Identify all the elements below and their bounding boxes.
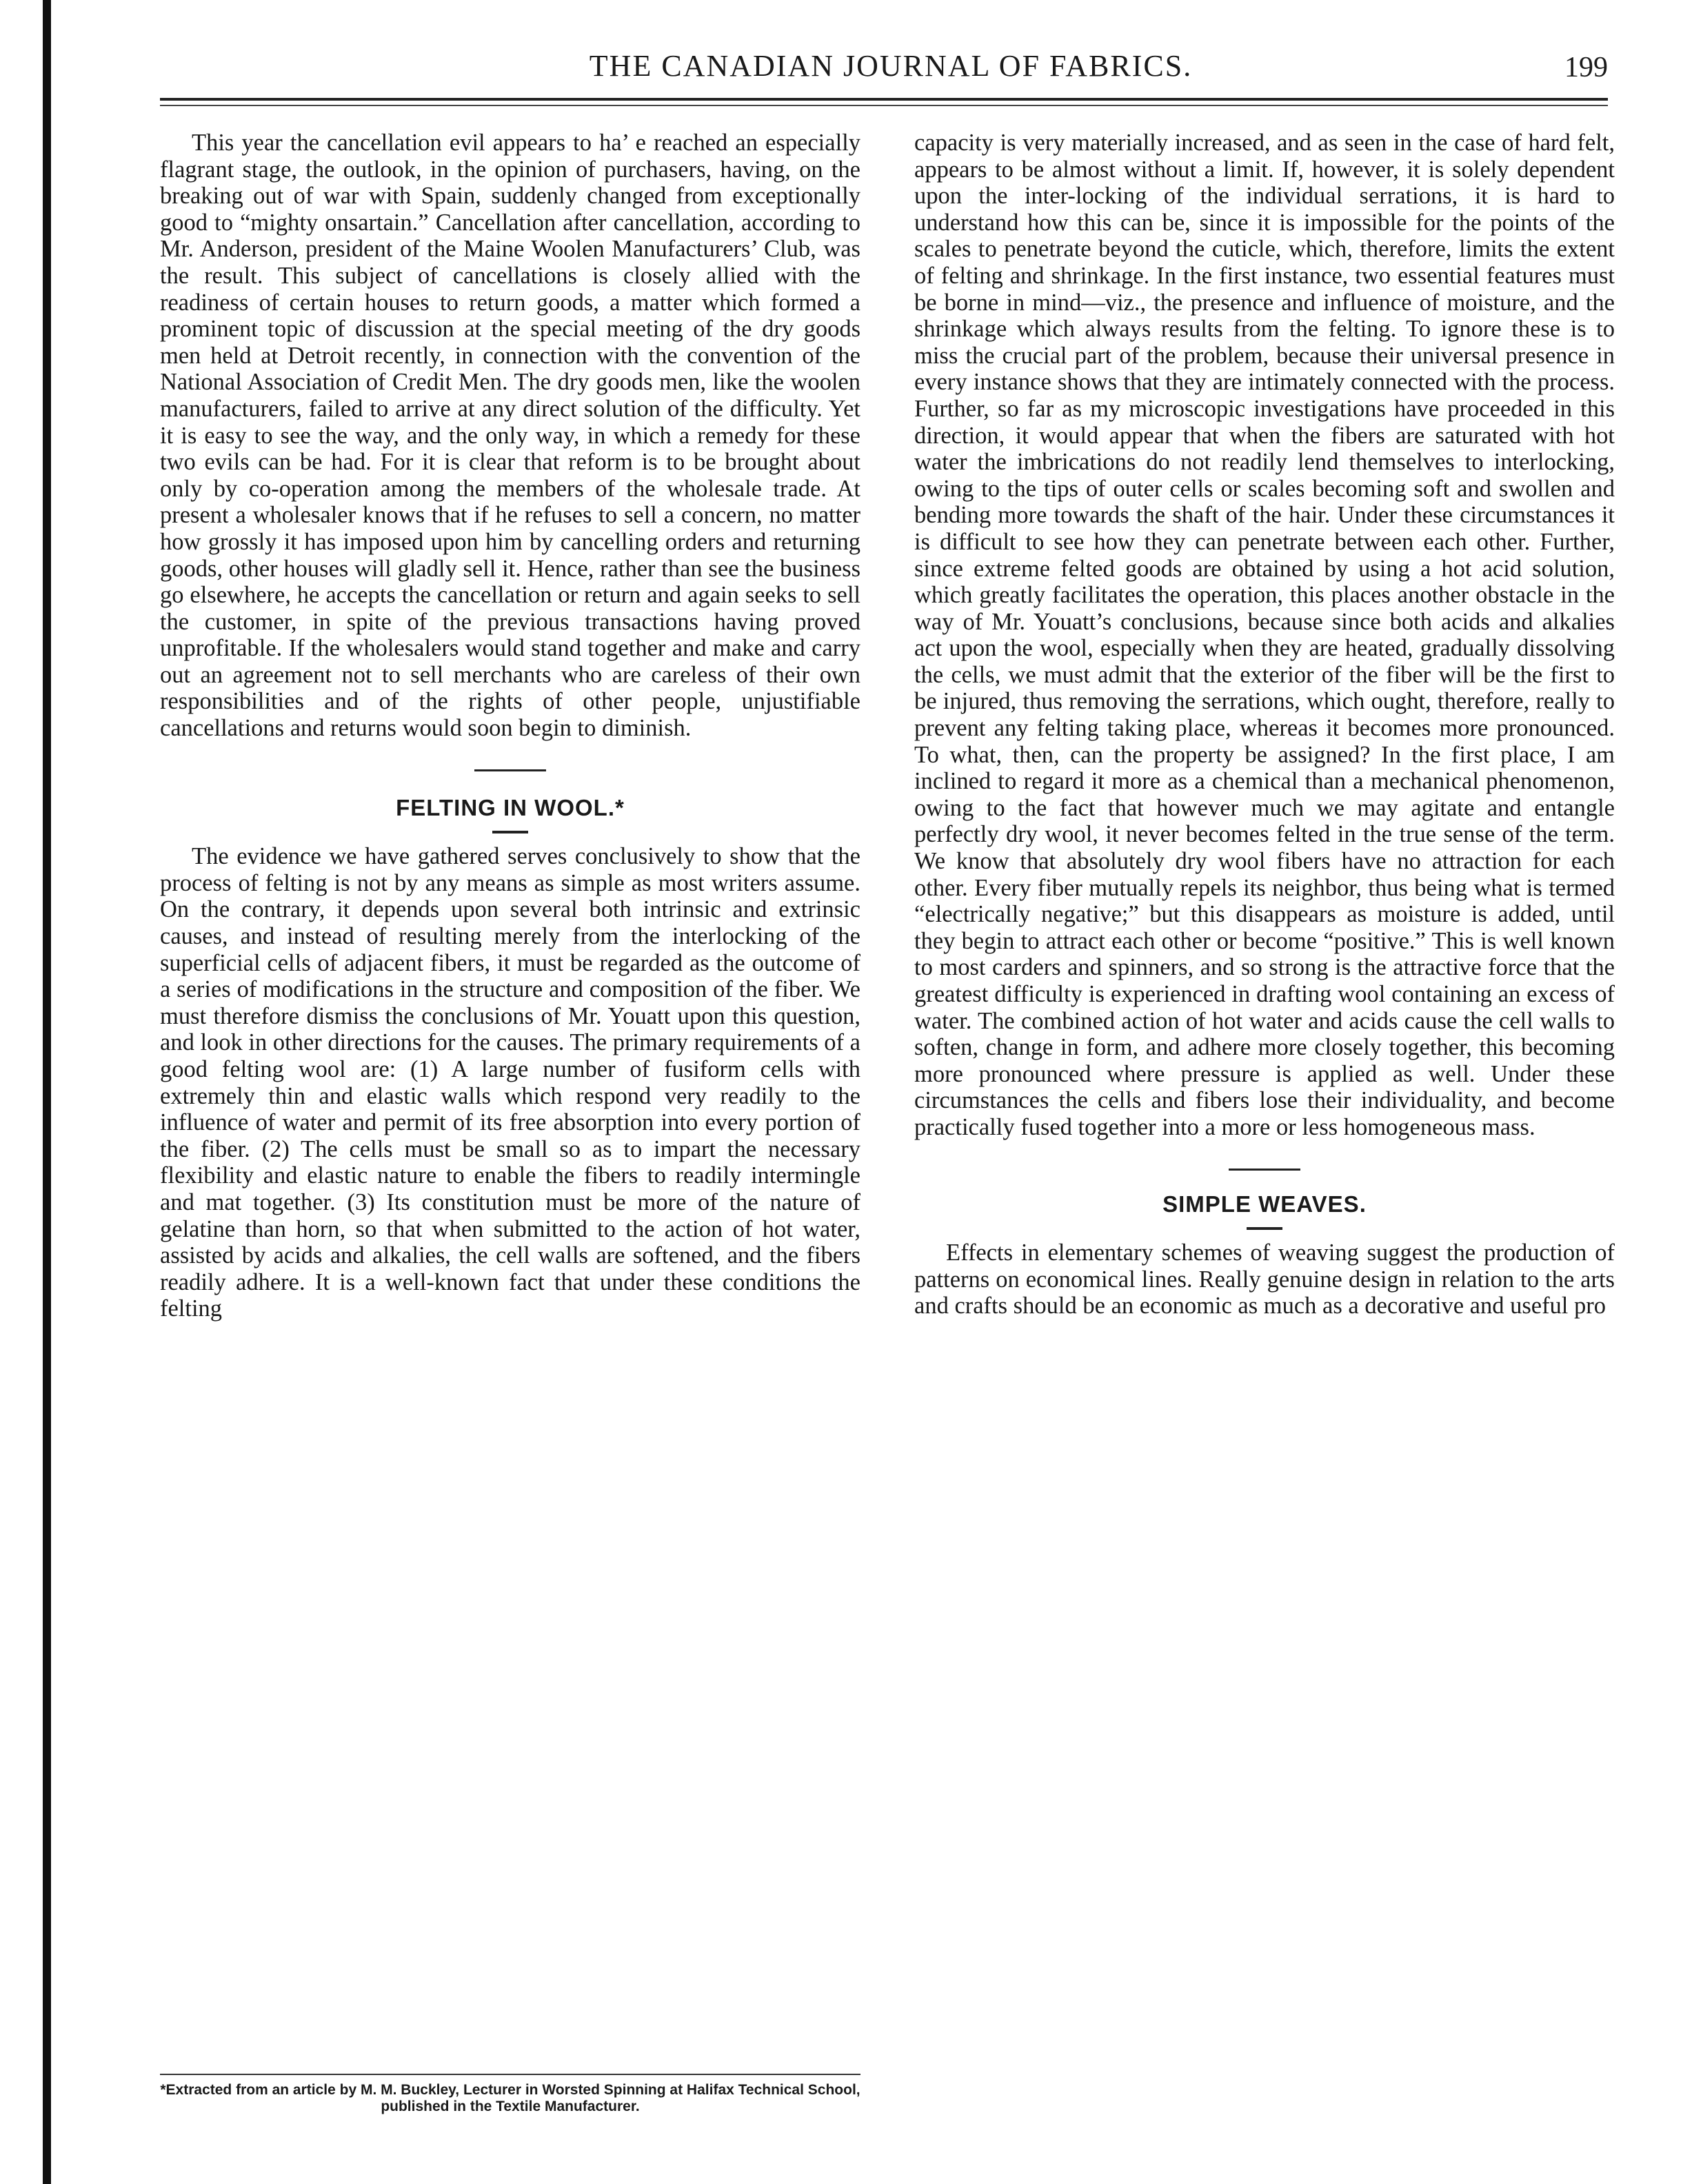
footnote-rule (160, 2074, 860, 2075)
felting-paragraph: The evidence we have gathered serves conclusively to show that the process of felting is not by any means as simple as most writers assume. On the contrary, it depends upon several both intrinsic and extrinsic causes, and instead of resulting merely from the interlocking of the superficial cells of adjacent fibers, it must be regarded as the outcome of a series of modifications in the structure and composition of the fiber. We must therefore dismiss the conclusions of Mr. Youatt upon this question, and look in other directions for the causes. The primary requirements of a good felting wool are: (1) A large number of fusiform cells with extremely thin and elastic walls which respond very readily to the influence of water and permit of its free absorption into every portion of the fiber. (2) The cells must be small so as to impart the necessary flexibility and elastic nature to enable the fibers to readily intermingle and mat together. (3) Its constitution must be more of the nature of gelatine than horn, so that when submitted to the action of hot water, assisted by acids and alkalies, the cell walls are softened, and the fibers readily adhere. It is a well-known fact that under these conditions the felting (160, 843, 860, 1322)
cancellation-paragraph: This year the cancellation evil appears to ha’ e reached an especially flagrant stage, the outlook, in the opinion of purchasers, having, on the breaking out of war with Spain, suddenly changed from exceptionally good to “mighty onsartain.” Cancellation after cancellation, according to Mr. Anderson, president of the Maine Woolen Manufacturers’ Club, was the result. This subject of cancellations is closely allied with the readiness of certain houses to return goods, a matter which formed a prominent topic of discussion at the special meeting of the dry goods men held at Detroit recently, in connection with the convention of the National Association of Credit Men. The dry goods men, like the woolen manufacturers, failed to arrive at any direct solution of the difficulty. Yet it is easy to see the way, and the only way, in which a remedy for these two evils can be had. For it is clear that reform is to be brought about only by co-operation among the members of the wholesale trade. At present a wholesaler knows that if he refuses to sell a concern, no matter how grossly it has imposed upon him by cancelling orders and returning goods, other houses will gladly sell it. Hence, rather than see the business go elsewhere, he accepts the cancellation or return and again seeks to sell the customer, in spite of the previous transactions having proved unprofitable. If the wholesalers would stand together and make and carry out an agreement not to sell merchants who are careless of their own responsibilities and of the rights of other people, unjustifiable cancellations and returns would soon begin to diminish. (160, 130, 860, 742)
weaves-heading: SIMPLE WEAVES. (1162, 1191, 1367, 1217)
weaves-paragraph: Effects in elementary schemes of weaving suggest the production of patterns on economical lines. Really genuine design in relation to the arts and crafts should be an economic as much as a decorative and useful pro (914, 1240, 1615, 1320)
journal-title: THE CANADIAN JOURNAL OF FABRICS. (589, 49, 1193, 83)
header-rule-thin (160, 105, 1608, 106)
felting-continued-paragraph: capacity is very materially increased, and as seen in the case of hard felt, appears to be almost without a limit. If, however, it is solely dependent upon the inter-locking of the individual serrations, it is hard to understand how this can be, since it is impossible for the points of the scales to penetrate beyond the cuticle, which, therefore, limits the extent of felting and shrinkage. In the first instance, two essential features must be borne in mind—viz., the presence and influence of moisture, and the shrinkage which always results from the felting. To ignore these is to miss the crucial part of the problem, because their universal presence in every instance shows that they are intimately connected with the process. Further, so far as my microscopic investigations have proceeded in this direction, it would appear that when the fibers are saturated with hot water the imbrications do not readily lend themselves to interlocking, owing to the tips of outer cells or scales becoming soft and swollen and bending more towards the shaft of the hair. Under these circumstances it is difficult to see how they can penetrate between each other. Further, since extreme felted goods are obtained by using a hot acid solution, which greatly facilitates the operation, this places another obstacle in the way of Mr. Youatt’s conclusions, because since both acids and alkalies act upon the wool, especially when they are heated, gradually dissolving the cells, we must admit that the exterior of the fiber will be the first to be injured, thus removing the serrations, which ought, therefore, really to prevent any felting taking place, whereas it becomes more pronounced. To what, then, can the property be assigned? In the first place, I am inclined to regard it more as a chemical than a mechanical phenomenon, owing to the fact that however much we may agitate and entangle perfectly dry wool, it never becomes felted in the true sense of the term. We know that absolutely dry wool fibers have no attraction for each other. Every fiber mutually repels its neighbor, thus being what is termed “electrically negative;” but this disappears as moisture is added, until they begin to attract each other or become “positive.” This is well known to most carders and spinners, and so strong is the attractive force that the greatest difficulty is experienced in drafting wool containing an excess of water. The combined action of hot water and acids cause the cell walls to soften, change in form, and adhere more closely together, this becoming more pronounced where pressure is applied as well. Under these circumstances the cells and fibers lose their individuality, and become practically fused together into a more or less homogeneous mass. (914, 130, 1615, 1140)
left-column (160, 130, 860, 2074)
felting-heading: FELTING IN WOOL.* (396, 794, 625, 820)
page-header (160, 48, 1622, 97)
right-column (914, 130, 1615, 2074)
page-number: 199 (1564, 52, 1608, 83)
header-rule (160, 98, 1608, 101)
footnote: *Extracted from an article by M. M. Buckley, Lecturer in Worsted Spinning at Halifax Technical School, published in the Textile Manufacturer. (160, 2082, 860, 2114)
page-edge-rule (43, 0, 51, 2184)
